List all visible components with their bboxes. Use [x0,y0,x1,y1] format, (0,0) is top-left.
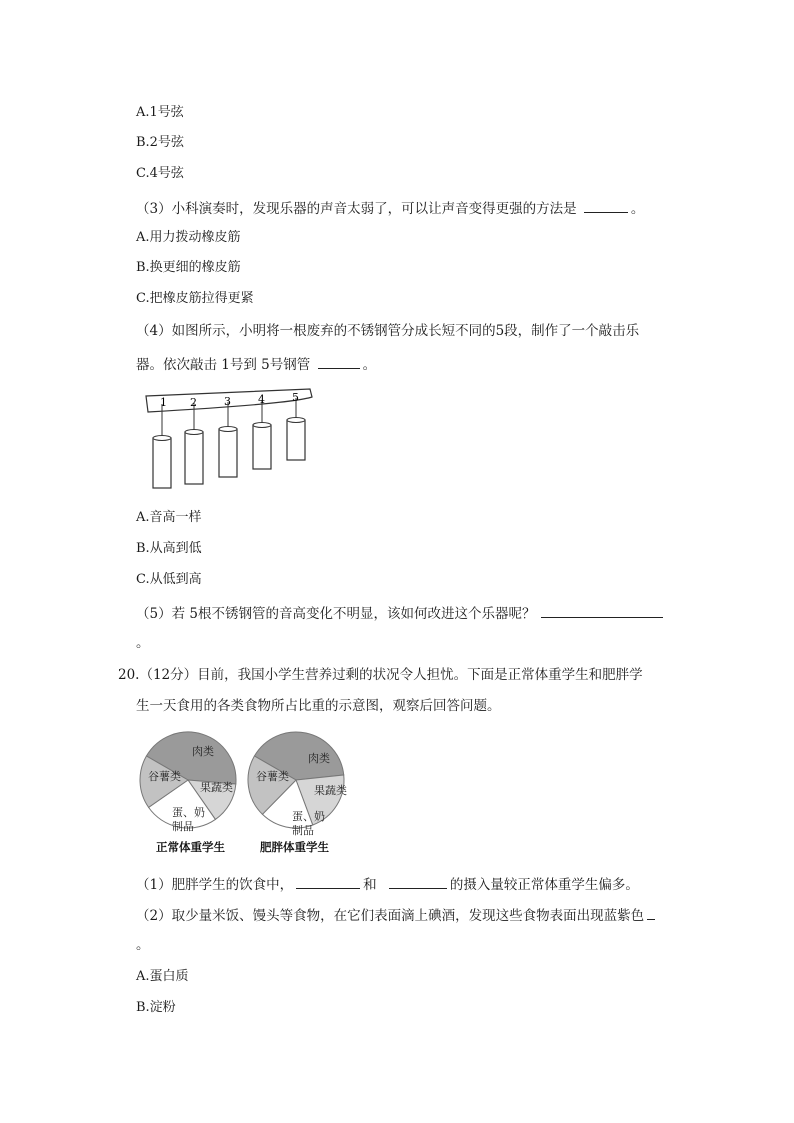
question-20-part2 [136,905,658,925]
question-19-part4-line1: （4）如图所示，小明将一根废弃的不锈钢管分成长短不同的5段，制作了一个敲击乐 [136,323,640,339]
part3-end: 。 [630,201,645,217]
part1-text1: （1）肥胖学生的饮食中， [136,877,294,893]
part3-text: （3）小科演奏时，发现乐器的声音太弱了，可以让声音变得更强的方法是 [136,201,577,217]
normal-label-veg: 果蔬类 [200,781,233,794]
answer-blank-part2[interactable] [647,905,655,920]
option-1b: B.2号弦 [136,135,184,150]
obese-label-egg-2: 制品 [292,824,314,837]
part4-end: 。 [362,357,377,373]
normal-label-meat: 肉类 [192,745,214,758]
part4-text: 器。依次敲击 1号到 5号钢管 [136,357,311,373]
option-3a: A.用力拨动橡皮筋 [136,230,241,245]
obese-label-grain: 谷薯类 [256,770,289,783]
normal-label-egg-2: 制品 [172,820,194,833]
option-20-2a: A.蛋白质 [136,969,189,984]
steel-pipe-instrument-figure [140,382,320,492]
answer-blank-part3[interactable] [584,198,628,213]
question-19-part4-line2 [136,354,376,374]
normal-label-egg-1: 蛋、奶 [172,806,205,819]
obese-label-egg-1: 蛋、奶 [292,810,325,823]
answer-blank-part4[interactable] [318,354,360,369]
option-3c: C.把橡皮筋拉得更紧 [136,291,254,306]
answer-blank-part1-a[interactable] [296,874,360,889]
pipe-number-3: 3 [224,395,231,408]
option-20-2b: B.淀粉 [136,1000,176,1015]
answer-blank-part5[interactable] [541,603,663,618]
pipe-number-1: 1 [160,396,167,409]
option-3b: B.换更细的橡皮筋 [136,260,241,275]
option-1c: C.4号弦 [136,166,184,181]
pipe-number-2: 2 [190,396,197,409]
option-4a: A.音高一样 [136,510,202,525]
part5-text: （5）若 5根不锈钢管的音高变化不明显，该如何改进这个乐器呢？ [136,606,536,622]
part5-end: 。 [136,635,150,651]
question-20-line1: 20.（12分）目前，我国小学生营养过剩的状况令人担忧。下面是正常体重学生和肥胖学 [118,667,643,683]
pipe-4 [253,423,271,470]
part1-text2: 的摄入量较正常体重学生偏多。 [449,877,639,893]
obese-label-veg: 果蔬类 [314,784,347,797]
part1-mid: 和 [363,877,377,893]
option-4c: C.从低到高 [136,572,202,587]
food-proportion-pie-charts [136,728,366,858]
pipe-2 [185,430,203,485]
part2-text: （2）取少量米饭、馒头等食物，在它们表面滴上碘酒，发现这些食物表面出现蓝紫色 [136,908,645,924]
question-19-part3 [136,198,644,218]
pipe-number-4: 4 [258,393,265,406]
normal-caption: 正常体重学生 [156,840,225,854]
question-20-line2: 生一天食用的各类食物所占比重的示意图，观察后回答问题。 [136,698,501,714]
option-1a: A.1号弦 [136,105,184,120]
question-20-part1 [136,874,639,894]
question-19-part5 [136,603,666,623]
pipe-number-5: 5 [292,391,299,404]
obese-label-meat: 肉类 [308,752,330,765]
answer-blank-part1-b[interactable] [389,874,447,889]
part2-end: 。 [136,937,150,953]
obese-caption: 肥胖体重学生 [260,840,329,854]
option-4b: B.从高到低 [136,541,202,556]
pipe-3 [219,427,237,478]
pipe-5 [287,418,305,461]
normal-label-grain: 谷薯类 [148,770,181,783]
pipe-1 [153,436,171,489]
